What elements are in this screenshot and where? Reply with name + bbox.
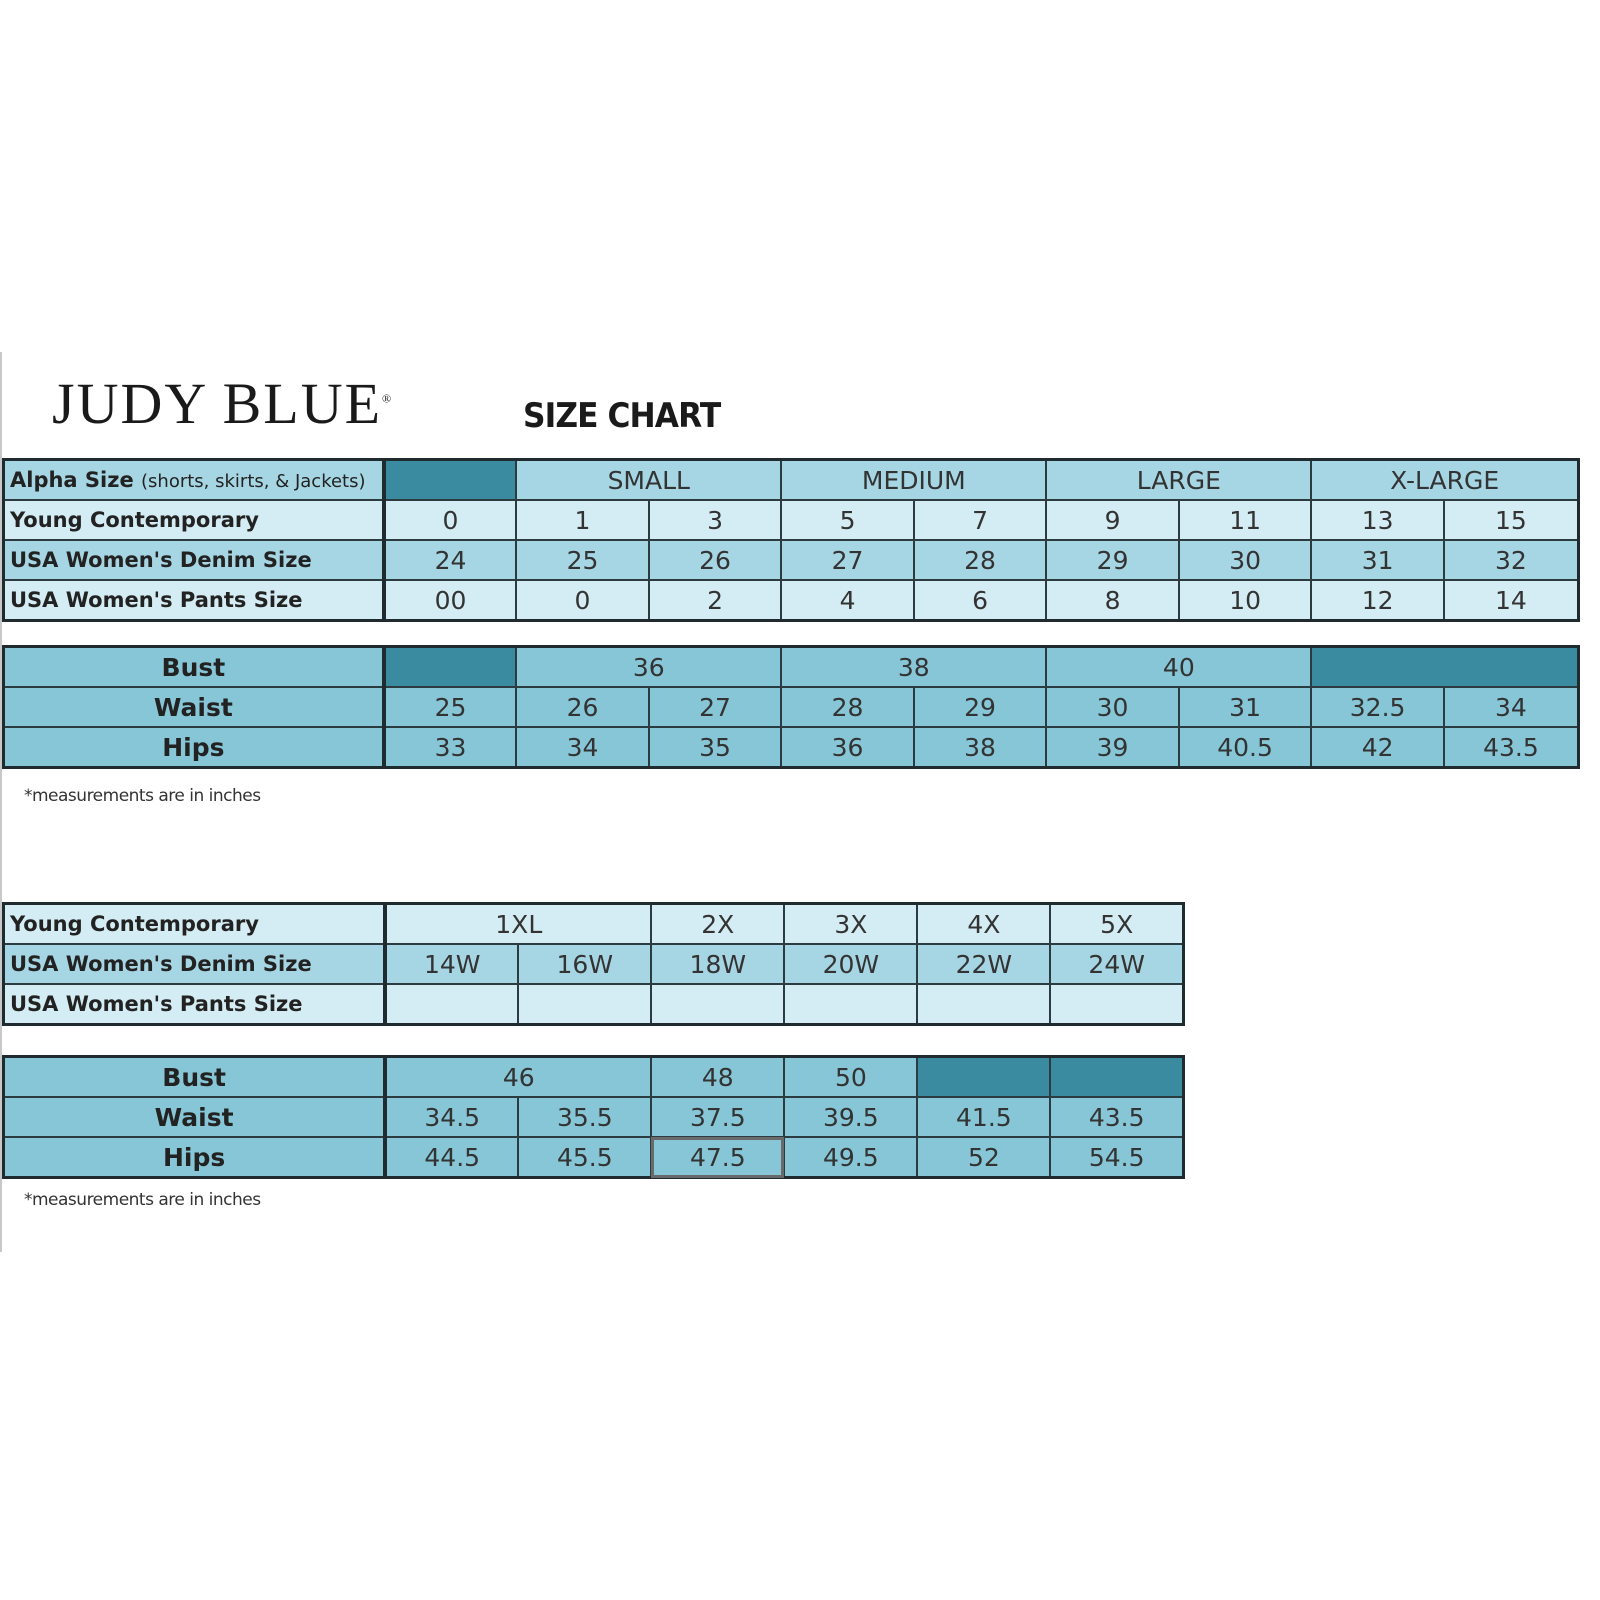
pants-cell: 00	[384, 580, 517, 621]
plus-size-conversion-table	[2, 902, 1185, 1026]
denim-cell: 16W	[518, 944, 651, 984]
size-conversion-table	[2, 458, 1580, 622]
hips-cell: 52	[917, 1137, 1050, 1178]
measurements-table	[2, 645, 1580, 769]
yc-cell: 9	[1046, 500, 1179, 540]
waist-cell: 35.5	[518, 1097, 651, 1137]
denim-cell: 27	[781, 540, 914, 580]
yc-cell: 3X	[784, 904, 917, 945]
waist-cell: 26	[516, 687, 649, 727]
waist-cell: 27	[649, 687, 782, 727]
young-contemporary-row	[4, 904, 1184, 945]
denim-size-label: USA Women's Denim Size	[4, 944, 386, 984]
measurement-note: *measurements are in inches	[24, 1190, 261, 1210]
denim-size-label: USA Women's Denim Size	[4, 540, 384, 580]
pants-cell: 4	[781, 580, 914, 621]
pants-cell	[784, 984, 917, 1025]
denim-cell: 32	[1444, 540, 1579, 580]
pants-size-label: USA Women's Pants Size	[4, 580, 384, 621]
hips-cell: 49.5	[784, 1137, 917, 1178]
hips-cell: 40.5	[1179, 727, 1312, 768]
waist-cell: 29	[914, 687, 1047, 727]
empty-dark-cell	[384, 647, 517, 688]
pants-size-row	[4, 984, 1184, 1025]
pants-size-label: USA Women's Pants Size	[4, 984, 386, 1025]
registered-mark: ®	[382, 391, 394, 406]
bust-cell: 38	[781, 647, 1046, 688]
denim-cell: 28	[914, 540, 1047, 580]
waist-row	[4, 1097, 1184, 1137]
denim-cell: 30	[1179, 540, 1312, 580]
hips-cell: 44.5	[385, 1137, 518, 1178]
yc-cell: 11	[1179, 500, 1312, 540]
hips-cell: 36	[781, 727, 914, 768]
denim-cell: 22W	[917, 944, 1050, 984]
empty-dark-cell	[384, 460, 517, 501]
yc-cell: 3	[649, 500, 782, 540]
alpha-cell: X-LARGE	[1311, 460, 1578, 501]
young-contemporary-label: Young Contemporary	[4, 500, 384, 540]
hips-cell: 33	[384, 727, 517, 768]
bust-label: Bust	[4, 647, 384, 688]
denim-cell: 24W	[1050, 944, 1183, 984]
denim-cell: 29	[1046, 540, 1179, 580]
waist-label: Waist	[4, 1097, 386, 1137]
denim-cell: 20W	[784, 944, 917, 984]
yc-cell: 4X	[917, 904, 1050, 945]
pants-size-row	[4, 580, 1579, 621]
denim-cell: 14W	[385, 944, 518, 984]
alpha-size-row	[4, 460, 1579, 501]
pants-cell	[917, 984, 1050, 1025]
empty-dark-cell	[917, 1057, 1050, 1098]
yc-cell: 15	[1444, 500, 1579, 540]
hips-cell: 35	[649, 727, 782, 768]
waist-cell: 37.5	[651, 1097, 784, 1137]
waist-cell: 28	[781, 687, 914, 727]
pants-cell	[518, 984, 651, 1025]
hips-row	[4, 1137, 1184, 1178]
pants-cell: 6	[914, 580, 1047, 621]
yc-cell: 1	[516, 500, 649, 540]
waist-cell: 34	[1444, 687, 1579, 727]
young-contemporary-label: Young Contemporary	[4, 904, 386, 945]
hips-cell: 38	[914, 727, 1047, 768]
waist-cell: 32.5	[1311, 687, 1444, 727]
bust-cell: 40	[1046, 647, 1311, 688]
yc-cell: 2X	[651, 904, 784, 945]
pants-cell	[1050, 984, 1183, 1025]
denim-cell: 25	[516, 540, 649, 580]
denim-cell: 26	[649, 540, 782, 580]
empty-dark-cell	[1050, 1057, 1183, 1098]
pants-cell	[385, 984, 518, 1025]
waist-cell: 39.5	[784, 1097, 917, 1137]
waist-cell: 43.5	[1050, 1097, 1183, 1137]
bust-cell: 50	[784, 1057, 917, 1098]
alpha-cell: MEDIUM	[781, 460, 1046, 501]
bust-row	[4, 1057, 1184, 1098]
denim-cell: 24	[384, 540, 517, 580]
denim-cell: 18W	[651, 944, 784, 984]
alpha-cell: LARGE	[1046, 460, 1311, 501]
alpha-cell: SMALL	[516, 460, 781, 501]
hips-label: Hips	[4, 1137, 386, 1178]
pants-cell: 8	[1046, 580, 1179, 621]
bust-cell: 48	[651, 1057, 784, 1098]
brand-name: JUDY BLUE	[52, 371, 383, 436]
yc-cell: 5X	[1050, 904, 1183, 945]
pants-cell: 12	[1311, 580, 1444, 621]
hips-cell: 34	[516, 727, 649, 768]
pants-cell: 0	[516, 580, 649, 621]
yc-cell: 13	[1311, 500, 1444, 540]
yc-cell: 7	[914, 500, 1047, 540]
brand-logo	[52, 370, 393, 437]
hips-cell: 39	[1046, 727, 1179, 768]
pants-cell	[651, 984, 784, 1025]
denim-cell: 31	[1311, 540, 1444, 580]
hips-cell: 54.5	[1050, 1137, 1183, 1178]
bust-cell: 46	[385, 1057, 651, 1098]
hips-label: Hips	[4, 727, 384, 768]
waist-cell: 25	[384, 687, 517, 727]
denim-size-row	[4, 540, 1579, 580]
hips-cell-selected[interactable]: 47.5	[651, 1137, 784, 1178]
hips-cell: 45.5	[518, 1137, 651, 1178]
plus-measurements-table	[2, 1055, 1185, 1179]
pants-cell: 14	[1444, 580, 1579, 621]
hips-cell: 42	[1311, 727, 1444, 768]
page-title: SIZE CHART	[523, 396, 721, 436]
denim-size-row	[4, 944, 1184, 984]
waist-cell: 31	[1179, 687, 1312, 727]
hips-cell: 43.5	[1444, 727, 1579, 768]
empty-dark-cell	[1311, 647, 1578, 688]
waist-row	[4, 687, 1579, 727]
bust-label: Bust	[4, 1057, 386, 1098]
yc-cell: 5	[781, 500, 914, 540]
waist-label: Waist	[4, 687, 384, 727]
pants-cell: 2	[649, 580, 782, 621]
hips-row	[4, 727, 1579, 768]
pants-cell: 10	[1179, 580, 1312, 621]
bust-row	[4, 647, 1579, 688]
alpha-size-label: Alpha Size (shorts, skirts, & Jackets)	[4, 460, 384, 501]
bust-cell: 36	[516, 647, 781, 688]
yc-cell: 0	[384, 500, 517, 540]
waist-cell: 41.5	[917, 1097, 1050, 1137]
young-contemporary-row	[4, 500, 1579, 540]
waist-cell: 34.5	[385, 1097, 518, 1137]
waist-cell: 30	[1046, 687, 1179, 727]
yc-cell: 1XL	[385, 904, 651, 945]
measurement-note: *measurements are in inches	[24, 786, 261, 806]
